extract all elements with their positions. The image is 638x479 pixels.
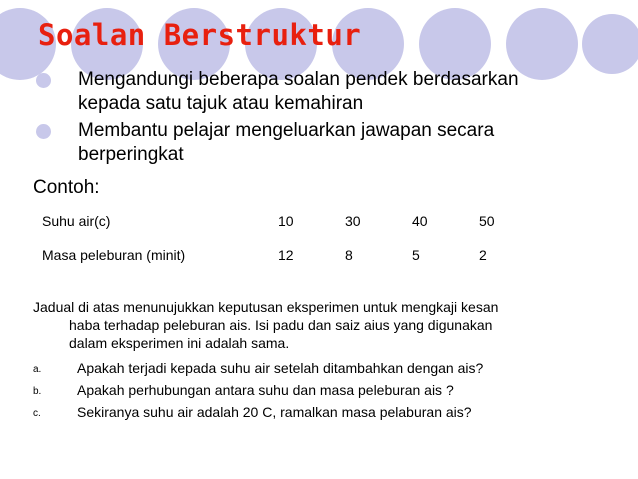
question-item — [33, 359, 483, 381]
question-text: Sekiranya suhu air adalah 20 C, ramalkan masa pelaburan ais? — [77, 404, 472, 420]
table-cell: 10 — [278, 213, 294, 229]
table-row — [34, 204, 538, 238]
decor-circle — [582, 14, 638, 74]
paragraph-line: Jadual di atas menunujukkan keputusan eksperimen untuk mengkaji kesan — [33, 299, 499, 315]
row-header: Suhu air(c) — [42, 213, 111, 229]
bullet-item — [0, 119, 638, 167]
table-row — [34, 238, 538, 272]
paragraph-line: haba terhadap peleburan ais. Isi padu dan saiz aius yang digunakan — [69, 317, 493, 333]
bullet-text-line: Membantu pelajar mengeluarkan jawapan secara — [78, 120, 495, 141]
bullet-text-line: Mengandungi beberapa soalan pendek berdasarkan — [78, 69, 519, 90]
question-label: c. — [33, 408, 41, 419]
bullet-dot-icon — [36, 124, 51, 139]
bullet-list — [0, 68, 638, 170]
question-item — [33, 381, 483, 403]
row-header: Masa peleburan (minit) — [42, 247, 186, 263]
description-paragraph — [33, 298, 593, 352]
bullet-item — [0, 68, 638, 116]
paragraph-line: dalam eksperimen ini adalah sama. — [69, 335, 290, 351]
question-text: Apakah terjadi kepada suhu air setelah ditambahkan dengan ais? — [77, 360, 484, 376]
slide-title: Soalan Berstruktur — [38, 18, 362, 52]
question-list — [33, 359, 483, 425]
table-cell: 50 — [479, 213, 495, 229]
question-label: b. — [33, 386, 42, 397]
table-cell: 5 — [412, 247, 420, 263]
bullet-dot-icon — [36, 73, 51, 88]
data-table — [34, 204, 538, 272]
bullet-text-line: kepada satu tajuk atau kemahiran — [78, 93, 364, 114]
table-cell: 2 — [479, 247, 487, 263]
table-cell: 40 — [412, 213, 428, 229]
table-cell: 30 — [345, 213, 361, 229]
example-label: Contoh: — [33, 177, 100, 198]
question-text: Apakah perhubungan antara suhu dan masa peleburan ais ? — [77, 382, 454, 398]
question-label: a. — [33, 364, 42, 375]
question-item — [33, 403, 483, 425]
bullet-text-line: berperingkat — [78, 144, 184, 165]
table-cell: 8 — [345, 247, 353, 263]
table-cell: 12 — [278, 247, 294, 263]
